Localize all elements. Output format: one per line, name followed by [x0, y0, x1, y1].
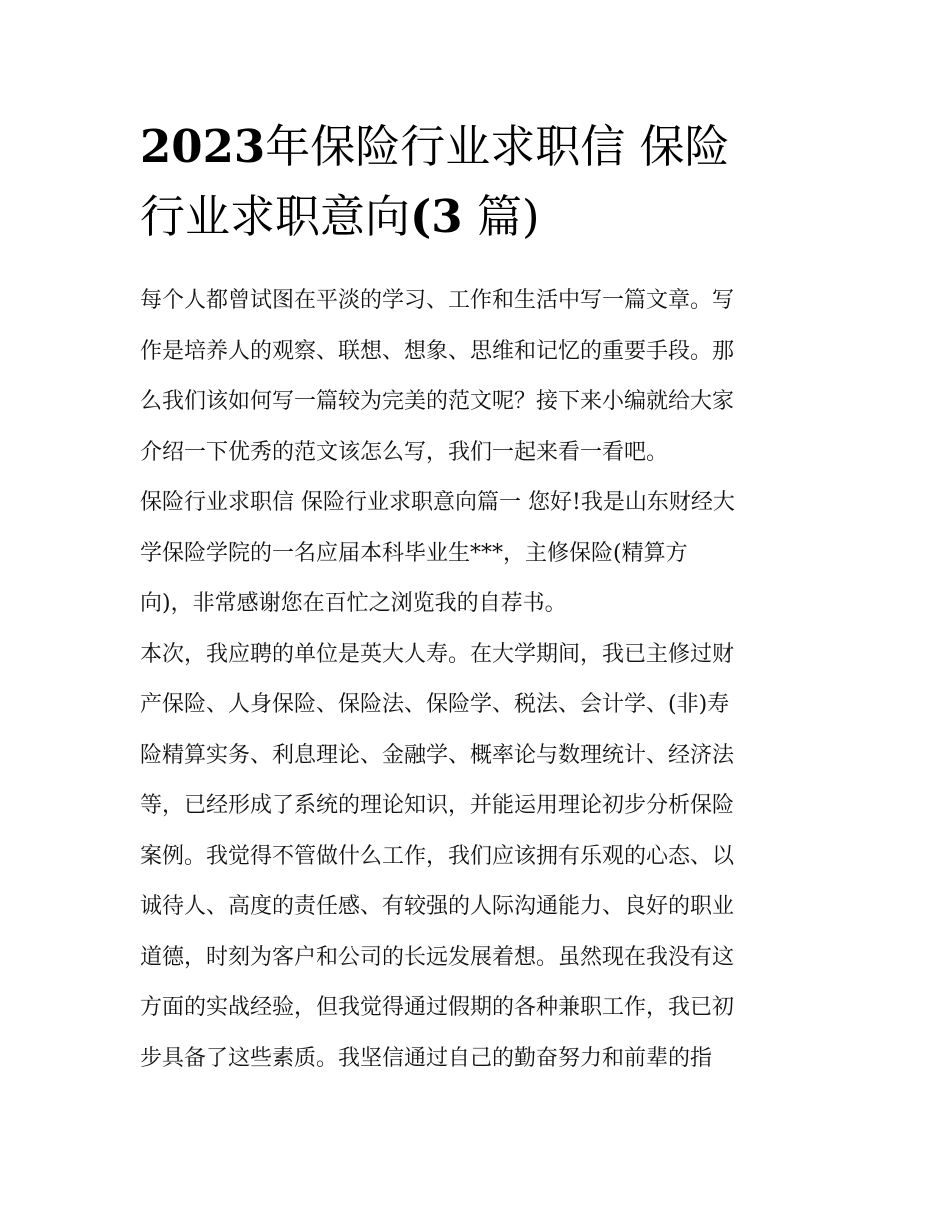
- text-line: 介绍一下优秀的范文该怎么写，我们一起来看一看吧。: [140, 439, 669, 465]
- document-title: [140, 112, 820, 252]
- title-year: 2023: [140, 120, 266, 173]
- text-line: 产保险、人身保险、保险法、保险学、税法、会计学、(非)寿: [140, 692, 730, 717]
- text-line: 保险行业求职信 保险行业求职意向篇一 您好!我是山东财经大: [140, 490, 735, 515]
- text-line: 学保险学院的一名应届本科毕业生***，主修保险(精算方: [140, 540, 688, 566]
- text-line: 么我们该如何写一篇较为完美的范文呢？接下来小编就给大家: [140, 389, 735, 414]
- title-line-2: [140, 182, 820, 252]
- title-text-1: 年保险行业求职信 保险: [265, 120, 730, 173]
- paragraph-intro: [140, 276, 820, 478]
- text-line: 步具备了这些素质。我坚信通过自己的勤奋努力和前辈的指: [140, 1045, 713, 1071]
- text-line: 等，已经形成了系统的理论知识，并能运用理论初步分析保险: [140, 793, 735, 818]
- title-text-2: 行业求职意向: [140, 190, 411, 243]
- title-count: (3: [410, 190, 463, 243]
- text-line: 道德，时刻为客户和公司的长远发展着想。虽然现在我没有这: [140, 944, 735, 970]
- text-line: 向)，非常感谢您在百忙之浏览我的自荐书。: [140, 591, 567, 616]
- text-line: 每个人都曾试图在平淡的学习、工作和生活中写一篇文章。写: [140, 288, 735, 313]
- paragraph-experience: [140, 630, 820, 1085]
- text-line: 案例。我觉得不管做什么工作，我们应该拥有乐观的心态、以: [140, 843, 735, 869]
- paragraph-greeting: [140, 478, 820, 630]
- text-line: 作是培养人的观察、联想、想象、思维和记忆的重要手段。那: [140, 338, 735, 364]
- title-line-1: [140, 112, 820, 182]
- text-line: 本次，我应聘的单位是英大人寿。在大学期间，我已主修过财: [140, 641, 735, 667]
- title-text-3: 篇): [476, 190, 540, 243]
- document-body: [140, 276, 820, 1084]
- text-line: 方面的实战经验，但我觉得通过假期的各种兼职工作，我已初: [140, 995, 735, 1020]
- text-line: 诚待人、高度的责任感、有较强的人际沟通能力、良好的职业: [140, 894, 735, 919]
- text-line: 险精算实务、利息理论、金融学、概率论与数理统计、经济法: [140, 742, 735, 768]
